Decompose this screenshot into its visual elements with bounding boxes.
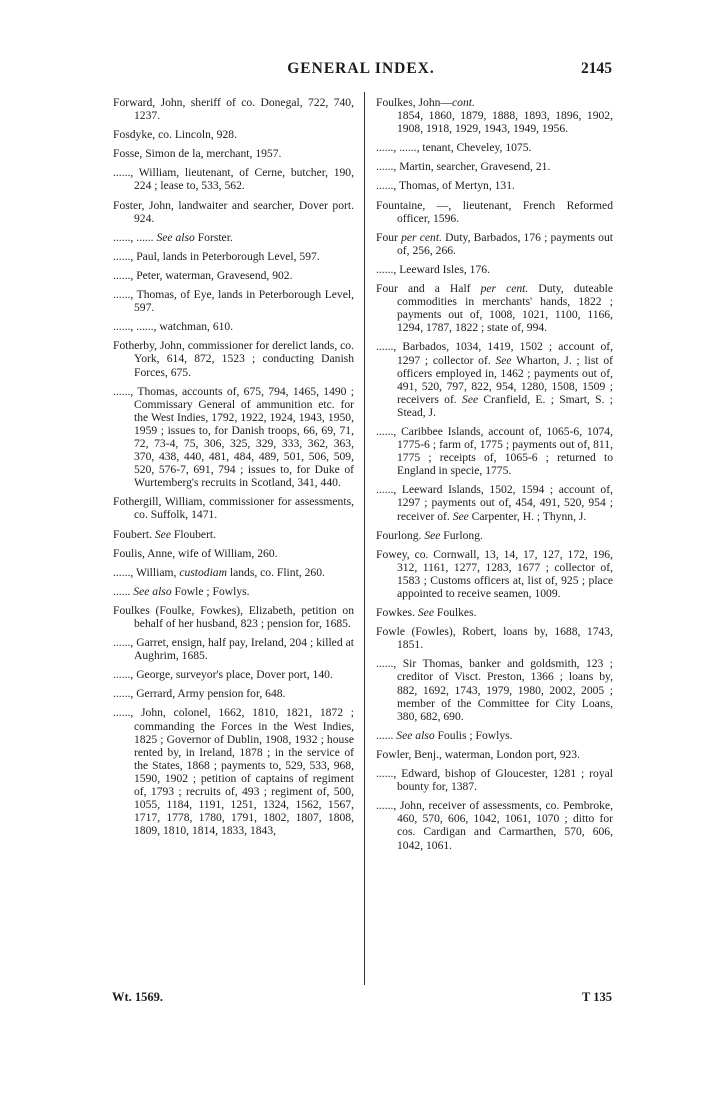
index-entry: ......, Barbados, 1034, 1419, 1502 ; account of, 1297 ; collector of. See Wharton, J. ; list of officers employed in, 1462 ; payments out of, 491, 520, 797, 822, 954, 1280, 1508, 1509 ; receivers of. See Cranfield, E. ; Smart, S. ; Stead, J. bbox=[376, 340, 613, 419]
index-entry: Fountaine, —, lieutenant, French Reformed officer, 1596. bbox=[376, 198, 613, 225]
index-entry: ......, Leeward Islands, 1502, 1594 ; account of, 1297 ; payments out of, 454, 491, 520, 954 ; receiver of. See Carpenter, H. ; Thynn, J. bbox=[376, 483, 613, 523]
index-entry: ......, ......, tenant, Cheveley, 1075. bbox=[376, 141, 532, 155]
index-entry: ......, Peter, waterman, Gravesend, 902. bbox=[113, 268, 293, 282]
index-entry: Four per cent. Duty, Barbados, 176 ; payments out of, 256, 266. bbox=[376, 230, 613, 257]
index-entry: Fotherby, John, commissioner for derelict lands, co. York, 614, 872, 1523 ; conducting Danish Forces, 675. bbox=[113, 339, 354, 379]
index-entry: Forward, John, sheriff of co. Donegal, 722, 740, 1237. bbox=[113, 96, 354, 123]
index-entry: ......, William, lieutenant, of Cerne, butcher, 190, 224 ; lease to, 533, 562. bbox=[113, 166, 354, 193]
index-entry: ......, John, colonel, 1662, 1810, 1821, 1872 ; commanding the Forces in the West Indies, 1825 ; Governor of Dublin, 1908, 1932 ; house rented by, in Ireland, 1878 ; in the service of the States, 1868 ; payments to, 529, 533, 968, 1590, 1902 ; petition of captains of regiment of, 1793 ; recruits of, 493 ; regiment of, 500, 1055, 1184, 1191, 1251, 1324, 1562, 1567, 1717, 1778, 1780, 1791, 1802, 1807, 1808, 1809, 1810, 1814, 1833, 1843, bbox=[113, 706, 354, 838]
index-entry: ...... See also Fowle ; Fowlys. bbox=[113, 584, 250, 598]
index-entry: ......, Martin, searcher, Gravesend, 21. bbox=[376, 160, 551, 174]
index-entry: Foulkes (Foulke, Fowkes), Elizabeth, petition on behalf of her husband, 823 ; pension for, 1685. bbox=[113, 603, 354, 630]
column-divider bbox=[364, 92, 365, 985]
index-entry: ......, Caribbee Islands, account of, 1065-6, 1074, 1775-6 ; farm of, 1775 ; payments out of, 811, 1775 ; receipts of, 1065-6 ; returned to England in specie, 1775. bbox=[376, 424, 613, 478]
index-entry: Fourlong. See Furlong. bbox=[376, 528, 483, 542]
page-title: GENERAL INDEX. bbox=[287, 60, 435, 77]
index-entry: ......, Paul, lands in Peterborough Level, 597. bbox=[113, 249, 320, 263]
index-entry: ...... See also Foulis ; Fowlys. bbox=[376, 728, 513, 742]
index-entry: ......, William, custodiam lands, co. Flint, 260. bbox=[113, 565, 325, 579]
footer-sheet-mark: T 135 bbox=[582, 990, 612, 1004]
index-entry: Fowler, Benj., waterman, London port, 923. bbox=[376, 747, 580, 761]
index-entry: Four and a Half per cent. Duty, duteable commodities in merchants' hands, 1822 ; payments out of, 1008, 1021, 1100, 1166, 1294, 1787, 1822 ; state of, 994. bbox=[376, 282, 614, 335]
page-header bbox=[110, 60, 612, 84]
index-entry: Fowkes. See Foulkes. bbox=[376, 606, 477, 620]
index-entry: Fowle (Fowles), Robert, loans by, 1688, 1743, 1851. bbox=[376, 625, 613, 652]
index-entry: 1854, 1860, 1879, 1888, 1893, 1896, 1902, 1908, 1918, 1929, 1943, 1949, 1956. bbox=[397, 109, 613, 136]
index-entry: ......, Edward, bishop of Gloucester, 1281 ; royal bounty for, 1387. bbox=[376, 767, 613, 794]
index-entry: Foulis, Anne, wife of William, 260. bbox=[113, 546, 278, 560]
index-entry: Fosdyke, co. Lincoln, 928. bbox=[113, 128, 237, 142]
right-column bbox=[376, 96, 613, 858]
index-entry: Fothergill, William, commissioner for assessments, co. Suffolk, 1471. bbox=[113, 495, 354, 522]
index-entry: ......, ...... See also Forster. bbox=[113, 230, 233, 244]
left-column bbox=[113, 96, 354, 843]
footer-signature: Wt. 1569. bbox=[112, 990, 164, 1004]
index-entry: ......, Thomas, accounts of, 675, 794, 1465, 1490 ; Commissary General of ammunition etc. for the West Indies, 1792, 1922, 1924, 1943, 1950, 1959 ; issues to, for Danish troops, 66, 69, 71, 72, 73-4, 75, 306, 325, 329, 333, 362, 363, 370, 438, 440, 481, 484, 489, 501, 506, 509, 520, 576-7, 691, 794 ; issues to, for Duke of Wurtemberg's recruits in Scotland, 341, 440. bbox=[113, 384, 354, 490]
index-entry: ......, Garret, ensign, half pay, Ireland, 204 ; killed at Aughrim, 1685. bbox=[113, 636, 354, 663]
index-entry: ......, ......, watchman, 610. bbox=[113, 320, 234, 334]
index-entry: Foster, John, landwaiter and searcher, Dover port. 924. bbox=[113, 198, 354, 225]
page-number: 2145 bbox=[581, 60, 612, 77]
index-entry: ......, George, surveyor's place, Dover port, 140. bbox=[113, 668, 333, 682]
index-entry: ......, Thomas, of Mertyn, 131. bbox=[376, 179, 515, 193]
index-entry: ......, Gerrard, Army pension for, 648. bbox=[113, 687, 286, 701]
index-entry: ......, John, receiver of assessments, co. Pembroke, 460, 570, 606, 1042, 1061, 1070 ; ditto for cos. Cardigan and Carmarthen, 570, 606, 1042, 1061. bbox=[376, 799, 613, 852]
index-entry: Fosse, Simon de la, merchant, 1957. bbox=[113, 147, 282, 161]
index-entry: Fowey, co. Cornwall, 13, 14, 17, 127, 172, 196, 312, 1161, 1277, 1283, 1677 ; collector of, 1583 ; Customs officers at, list of, 925 ; place appointed to receive seamen, 1009. bbox=[376, 547, 613, 600]
index-entry: ......, Thomas, of Eye, lands in Peterborough Level, 597. bbox=[113, 288, 354, 315]
index-entry: ......, Leeward Isles, 176. bbox=[376, 262, 490, 276]
index-entry: ......, Sir Thomas, banker and goldsmith, 123 ; creditor of Visct. Preston, 1366 ; loans by, 882, 1692, 1743, 1979, 1980, 2002, 2005 ; member of the Committee for City Loans, 380, 682, 690. bbox=[376, 657, 613, 723]
index-entry: Foubert. See Floubert. bbox=[113, 527, 217, 541]
index-entry: Foulkes, John—cont. bbox=[376, 96, 475, 109]
